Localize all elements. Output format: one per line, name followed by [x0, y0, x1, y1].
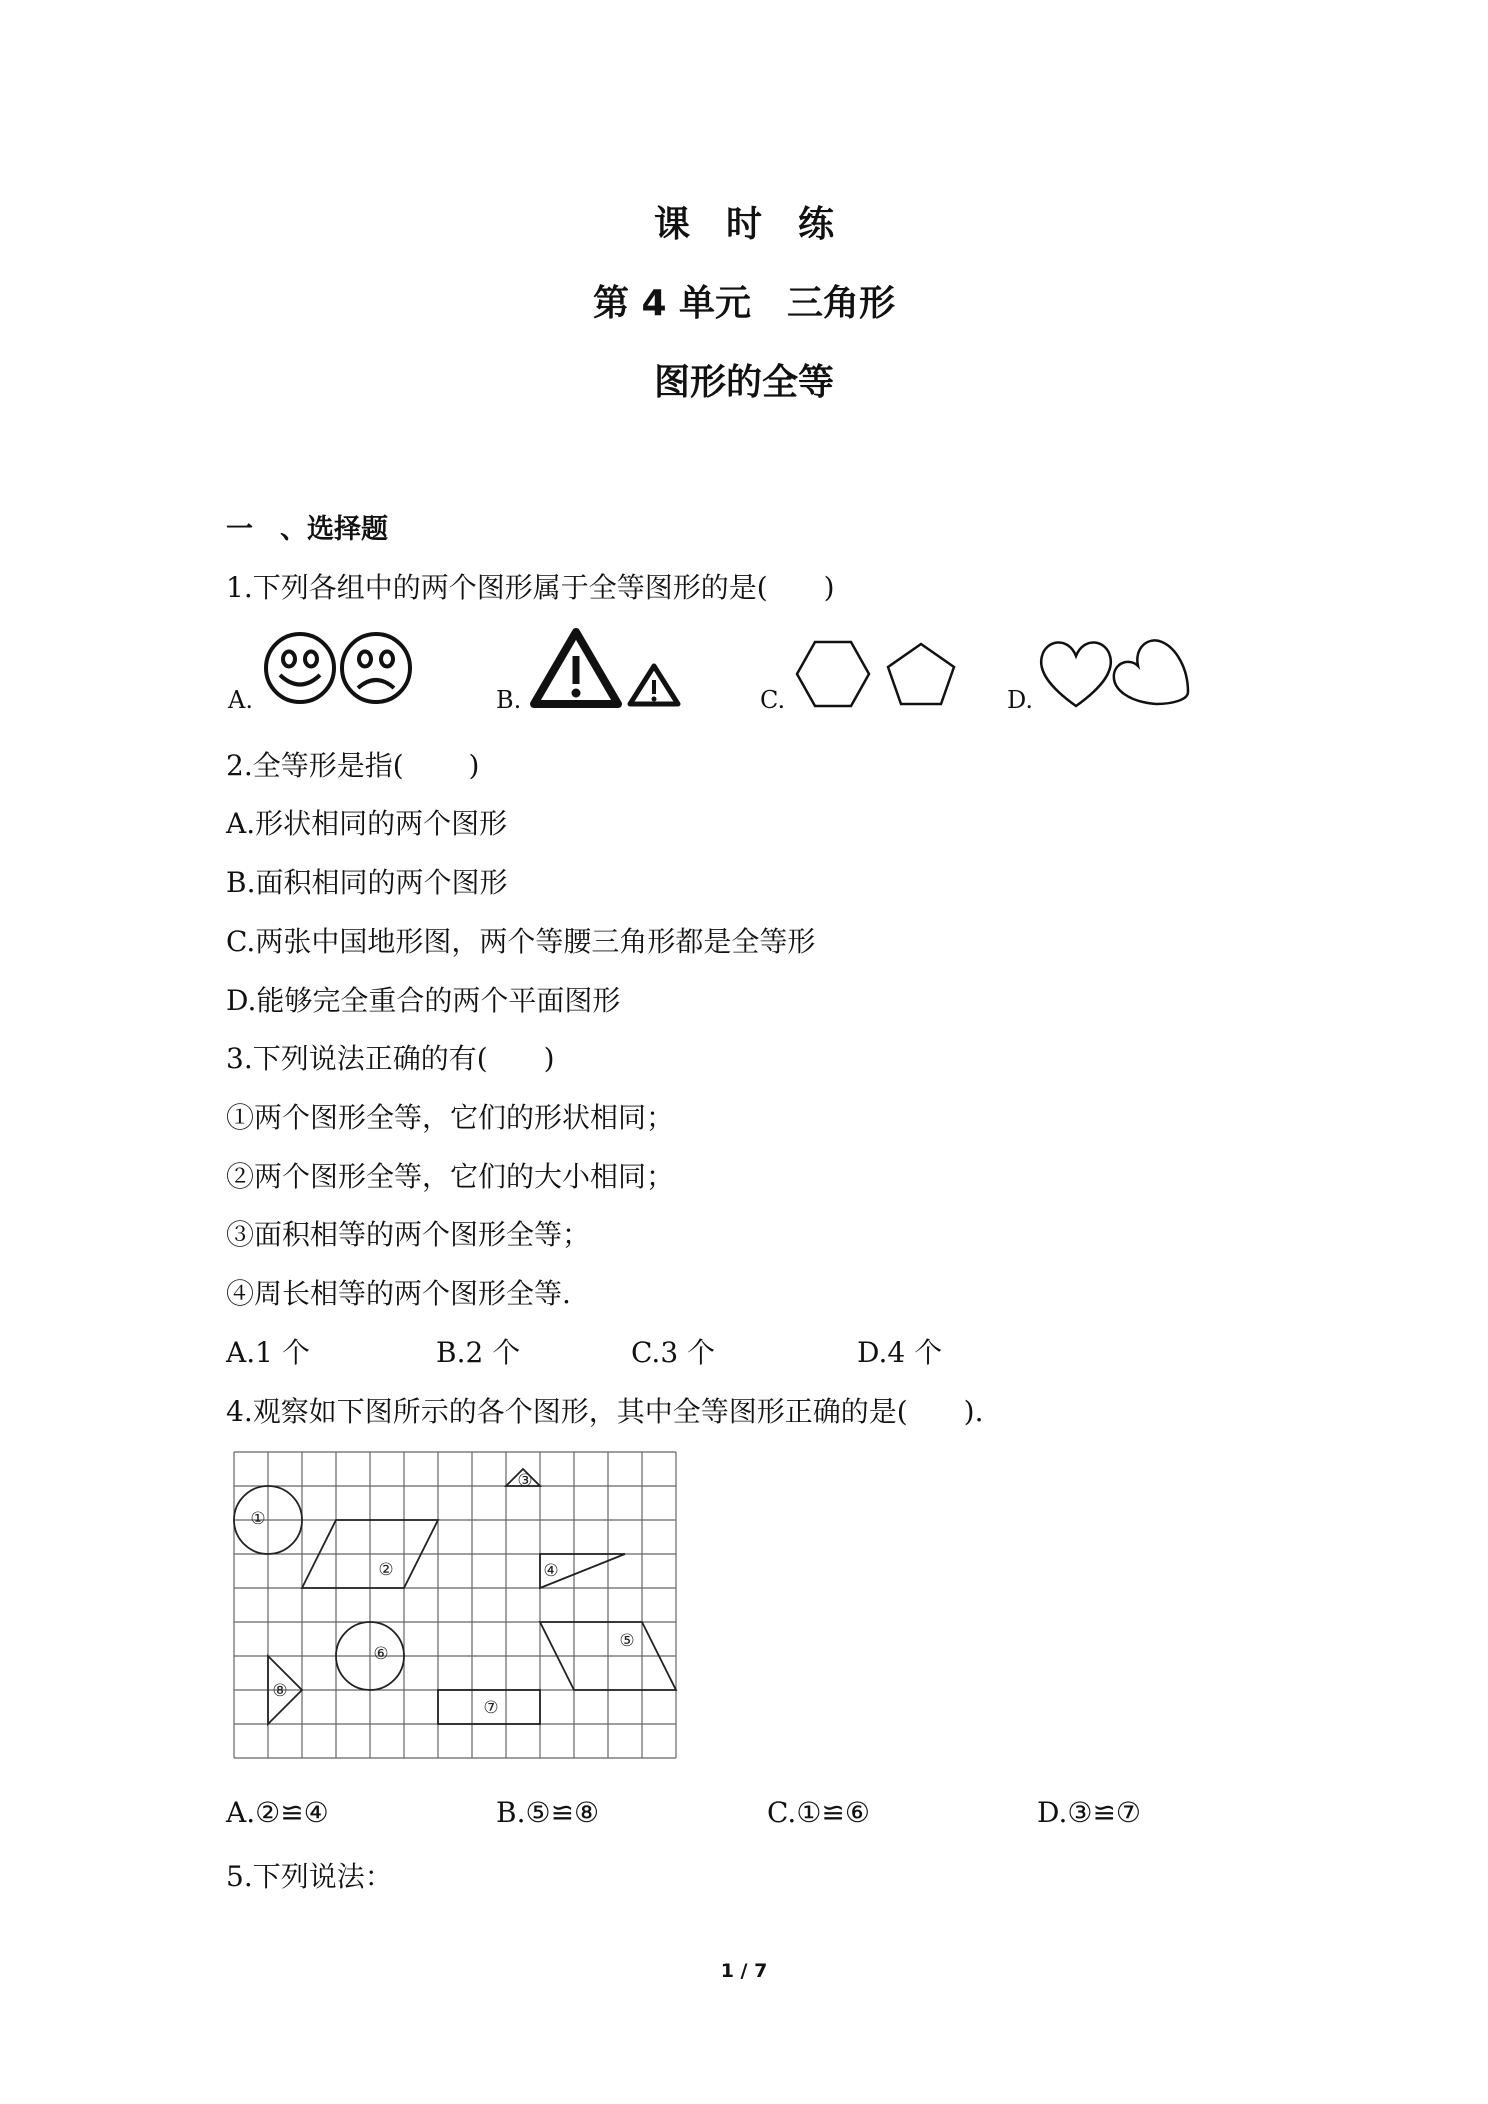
- q4-option-a: A.②≌④: [226, 1796, 329, 1829]
- unit-title: 第 4 单元 三角形: [592, 283, 896, 324]
- hexagon-pentagon-figure: [795, 638, 965, 712]
- grid-label-6: ⑥: [373, 1644, 389, 1664]
- smiley-faces-figure: [262, 630, 422, 710]
- q3-statement-1: ①两个图形全等，它们的形状相同；: [226, 1101, 675, 1134]
- q3-option-c: C.3 个: [631, 1336, 716, 1369]
- q4-stem: 4.观察如下图所示的各个图形，其中全等图形正确的是( ).: [226, 1395, 984, 1428]
- grid-label-3: ③: [517, 1471, 533, 1491]
- grid-label-7: ⑦: [483, 1698, 499, 1718]
- grid-label-1: ①: [250, 1509, 266, 1529]
- q1-option-c-label: C.: [760, 686, 786, 714]
- q3-statement-2: ②两个图形全等，它们的大小相同；: [226, 1160, 675, 1193]
- q1-option-a-label: A.: [228, 686, 253, 714]
- grid-label-5: ⑤: [619, 1631, 635, 1651]
- q2-option-d: D.能够完全重合的两个平面图形: [226, 984, 621, 1017]
- doc-title: 课 时 练: [653, 204, 834, 245]
- q4-option-d: D.③≌⑦: [1037, 1796, 1142, 1829]
- q2-option-b: B.面积相同的两个图形: [226, 866, 508, 899]
- q2-stem: 2.全等形是指( ): [226, 749, 480, 782]
- q3-option-b: B.2 个: [436, 1336, 521, 1369]
- q4-option-b: B.⑤≌⑧: [496, 1796, 600, 1829]
- q2-option-a: A.形状相同的两个图形: [226, 807, 508, 840]
- q3-statement-4: ④周长相等的两个图形全等.: [226, 1277, 571, 1310]
- q5-stem: 5.下列说法：: [226, 1860, 393, 1893]
- q1-option-d-label: D.: [1007, 686, 1034, 714]
- grid-label-8: ⑧: [272, 1681, 288, 1701]
- q1-stem: 1.下列各组中的两个图形属于全等图形的是( ): [226, 571, 835, 604]
- q3-stem: 3.下列说法正确的有( ): [226, 1042, 555, 1075]
- grid-label-4: ④: [543, 1561, 559, 1581]
- page-number: 1 / 7: [720, 1960, 768, 1982]
- warning-triangles-figure: [530, 628, 690, 710]
- grid-label-2: ②: [378, 1560, 394, 1580]
- q2-option-c: C.两张中国地形图，两个等腰三角形都是全等形: [226, 925, 816, 958]
- grid-figure: [234, 1452, 678, 1762]
- section-heading: 一 、选择题: [226, 514, 388, 545]
- q1-option-b-label: B.: [496, 686, 522, 714]
- q3-option-a: A.1 个: [226, 1336, 310, 1369]
- q3-option-d: D.4 个: [857, 1336, 943, 1369]
- q4-option-c: C.①≌⑥: [767, 1796, 870, 1829]
- lesson-title: 图形的全等: [653, 362, 834, 403]
- hearts-figure: [1038, 634, 1198, 712]
- q3-statement-3: ③面积相等的两个图形全等；: [226, 1218, 591, 1251]
